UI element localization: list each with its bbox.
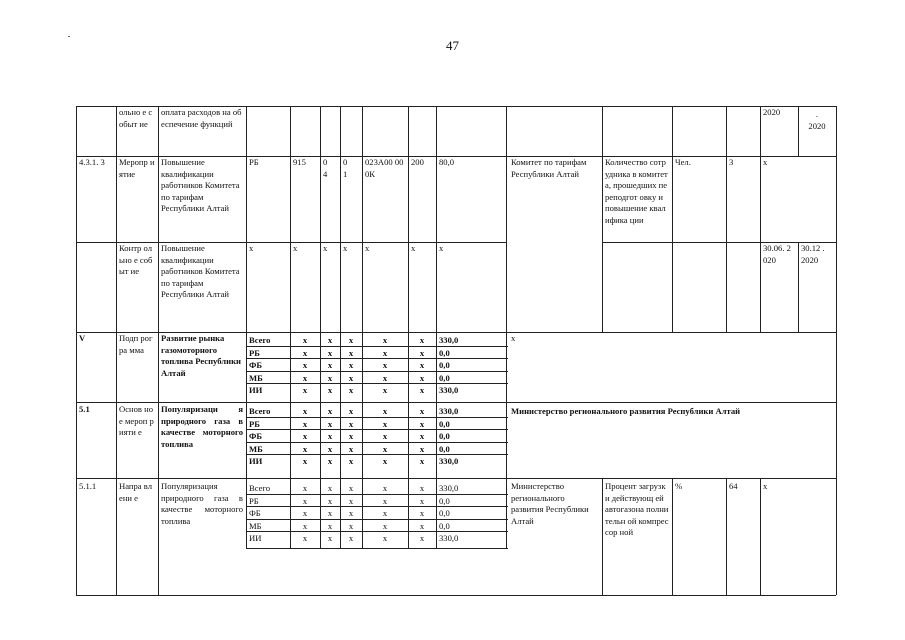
table-rule	[76, 242, 506, 243]
table-rule	[836, 106, 837, 595]
table-rule	[320, 106, 321, 478]
table-rule	[726, 106, 727, 332]
x-cell: x	[348, 456, 354, 466]
date-start: 30.06. 2020	[763, 243, 791, 265]
x-cell: x	[327, 483, 333, 493]
x-cell: x	[382, 406, 388, 416]
x-cell: x	[302, 520, 308, 531]
x-cell: x	[419, 520, 425, 531]
sum: 330,0	[439, 385, 459, 395]
table-rule	[246, 454, 508, 455]
date-end: . 2020	[808, 109, 826, 131]
table-rule	[362, 106, 363, 478]
table-rule	[320, 478, 321, 548]
x-cell: x	[348, 347, 354, 358]
sum: 0,0	[439, 372, 450, 383]
x-cell: x	[419, 431, 425, 441]
sum: 330,0	[439, 406, 459, 416]
table-rule	[76, 478, 836, 479]
x-cell: x	[348, 360, 354, 370]
sum: 330,0	[439, 483, 459, 493]
date-x: x	[763, 157, 768, 167]
x-cell: x	[293, 243, 298, 253]
x-cell: x	[348, 418, 354, 429]
x-cell: x	[382, 347, 388, 358]
funding-source: РБ	[249, 157, 259, 167]
x-cell: x	[382, 495, 388, 506]
funding-source: Всего	[249, 483, 271, 493]
x-cell: x	[382, 508, 388, 518]
funding-source: ФБ	[249, 360, 263, 370]
date-x: x	[763, 481, 768, 491]
x-cell: x	[348, 372, 354, 383]
funding-source: МБ	[249, 520, 262, 531]
funding-source: РБ	[249, 495, 259, 506]
x-cell: x	[419, 418, 425, 429]
table-rule	[246, 478, 247, 548]
x-cell: x	[302, 335, 308, 345]
table-rule	[246, 346, 508, 347]
x-cell: x	[382, 483, 388, 493]
x-cell: x	[348, 385, 354, 395]
program-table	[76, 106, 836, 595]
table-rule	[76, 332, 836, 333]
x-cell: x	[327, 431, 333, 441]
sum: 80,0	[439, 157, 455, 167]
table-rule	[76, 156, 836, 157]
x-cell: x	[327, 443, 333, 454]
x-cell: x	[419, 385, 425, 395]
x-cell: x	[348, 443, 354, 454]
table-rule	[246, 417, 508, 418]
x-cell: x	[382, 372, 388, 383]
x-cell: x	[382, 533, 388, 543]
table-rule	[76, 106, 77, 595]
sum: 0,0	[439, 520, 450, 531]
x-cell: x	[348, 335, 354, 345]
x-cell: x	[382, 520, 388, 531]
row-type: Контр ольно е событ ие	[119, 243, 153, 276]
x-cell: x	[348, 406, 354, 416]
target-value: 3	[729, 157, 734, 167]
x-cell: x	[348, 520, 354, 531]
table-rule	[340, 106, 341, 478]
unit: %	[675, 481, 683, 491]
scan-artifact	[68, 36, 70, 37]
x-cell: x	[327, 533, 333, 543]
table-rule	[246, 383, 508, 384]
x-cell: x	[249, 243, 254, 253]
table-rule	[362, 478, 363, 548]
x-cell: x	[419, 456, 425, 466]
item-name: Повышение квалификации работников Комитета по тарифам Республики Алтай	[161, 157, 240, 213]
funding-source: ИИ	[249, 456, 263, 466]
x-cell: x	[419, 533, 425, 543]
x-cell: x	[302, 533, 308, 543]
x-cell: x	[327, 385, 333, 395]
x-cell: x	[419, 406, 425, 416]
x-cell: x	[411, 243, 416, 253]
row-number: 5.1.1	[79, 481, 97, 491]
x-cell: x	[302, 456, 308, 466]
x-cell: x	[382, 443, 388, 454]
code-target: 023А00 000К	[365, 157, 404, 179]
indicator: Количество сотрудника в комитета, прошедших переподгот овку и повышение квалифика ции	[605, 157, 668, 225]
row-type: Основ ное мероп рияти е	[119, 404, 154, 437]
table-rule	[116, 106, 117, 595]
x-cell: x	[343, 243, 348, 253]
x-cell: x	[419, 360, 425, 370]
executor: Комитет по тарифам Республики Алтай	[511, 157, 587, 179]
x-cell: x	[382, 335, 388, 345]
x-cell: x	[327, 360, 333, 370]
x-cell: x	[382, 360, 388, 370]
item-name: Популяризация природного газа в качестве моторного топлива	[161, 481, 243, 526]
table-rule	[246, 371, 508, 372]
indicator: Процент загрузки действующ ей автогазона полнительн ой компрессор ной	[605, 481, 669, 537]
x-cell: x	[302, 483, 308, 493]
x-cell: x	[348, 508, 354, 518]
table-rule	[246, 519, 508, 520]
table-rule	[506, 106, 507, 478]
x-cell: x	[302, 406, 308, 416]
code-expense: 200	[411, 157, 424, 167]
x-cell: x	[327, 335, 333, 345]
funding-source: РБ	[249, 418, 260, 429]
target-value: 64	[729, 481, 738, 491]
table-rule	[340, 478, 341, 548]
x-cell: x	[419, 508, 425, 518]
table-rule	[798, 242, 799, 332]
unit: Чел.	[675, 157, 691, 167]
x-cell: x	[439, 243, 444, 253]
table-rule	[76, 402, 836, 403]
x-cell: x	[382, 431, 388, 441]
x-cell: x	[327, 456, 333, 466]
x-cell: x	[327, 406, 333, 416]
funding-source: ФБ	[249, 431, 263, 441]
table-rule	[246, 531, 508, 532]
sum: 0,0	[439, 347, 450, 358]
x-cell: x	[327, 418, 333, 429]
x-cell: x	[348, 495, 354, 506]
x-cell: x	[302, 360, 308, 370]
x-cell: x	[382, 385, 388, 395]
x-cell: x	[419, 495, 425, 506]
table-rule	[290, 478, 291, 548]
control-event-type: ольно е событ ие	[119, 107, 153, 129]
table-rule	[76, 595, 836, 596]
row-type: Подп рогра мма	[119, 333, 153, 355]
item-name: оплата расходов на обеспечение функций	[161, 107, 242, 129]
x-cell: x	[348, 431, 354, 441]
table-rule	[726, 478, 727, 595]
code-section: 0 4	[323, 157, 328, 179]
x-cell: x	[382, 418, 388, 429]
item-name: Развитие рынка газомоторного топлива Республики Алтай	[161, 333, 241, 378]
row-type: Меропр иятие	[119, 157, 155, 179]
table-rule	[760, 106, 761, 332]
table-rule	[408, 478, 409, 548]
executor: Министерство регионального развития Республики Алтай	[511, 406, 741, 416]
code-subsection: 0 1	[343, 157, 348, 179]
x-cell: x	[327, 508, 333, 518]
sum: 0,0	[439, 443, 450, 454]
table-rule	[506, 478, 507, 548]
x-cell: x	[419, 335, 425, 345]
row-number: V	[79, 333, 86, 343]
executor: Министерство регионального развития Республики Алтай	[511, 481, 589, 526]
x-cell: x	[327, 372, 333, 383]
funding-source: МБ	[249, 372, 263, 383]
row-number: 5.1	[79, 404, 90, 414]
table-rule	[436, 106, 437, 478]
table-rule	[408, 106, 409, 478]
x-cell: x	[302, 347, 308, 358]
sum: 0,0	[439, 360, 450, 370]
x-cell: x	[511, 333, 516, 343]
sum: 0,0	[439, 495, 450, 506]
table-rule	[672, 106, 673, 332]
x-cell: x	[302, 431, 308, 441]
sum: 0,0	[439, 418, 450, 429]
x-cell: x	[365, 243, 370, 253]
row-number: 4.3.1. 3	[79, 157, 105, 167]
row-type: Напра влени е	[119, 481, 152, 503]
table-rule	[760, 478, 761, 595]
page-number: 47	[446, 38, 459, 53]
funding-source: МБ	[249, 443, 263, 454]
funding-source: ИИ	[249, 385, 263, 395]
funding-source: Всего	[249, 406, 271, 416]
x-cell: x	[419, 443, 425, 454]
table-rule	[246, 429, 508, 430]
sum: 330,0	[439, 533, 459, 543]
x-cell: x	[323, 243, 328, 253]
sum: 330,0	[439, 335, 459, 345]
table-rule	[246, 506, 508, 507]
x-cell: x	[419, 483, 425, 493]
x-cell: x	[327, 347, 333, 358]
x-cell: x	[302, 443, 308, 454]
table-rule	[602, 242, 836, 243]
x-cell: x	[302, 418, 308, 429]
x-cell: x	[327, 495, 333, 506]
funding-source: ИИ	[249, 533, 262, 543]
table-rule	[246, 106, 247, 478]
date-end: 30.12 . 2020	[801, 243, 825, 265]
table-rule	[246, 494, 508, 495]
x-cell: x	[348, 483, 354, 493]
table-rule	[246, 548, 508, 549]
sum: 0,0	[439, 431, 450, 441]
x-cell: x	[382, 456, 388, 466]
table-rule	[246, 358, 508, 359]
table-rule	[246, 442, 508, 443]
x-cell: x	[302, 372, 308, 383]
funding-source: ФБ	[249, 508, 261, 518]
item-name: Повышение квалификации работников Комитета по тарифам Республики Алтай	[161, 243, 240, 299]
funding-source: РБ	[249, 347, 260, 358]
x-cell: x	[302, 385, 308, 395]
table-rule	[158, 106, 159, 595]
table-rule	[798, 106, 799, 156]
x-cell: x	[419, 372, 425, 383]
date-start: 2020	[763, 107, 781, 117]
table-rule	[602, 478, 603, 595]
table-rule	[290, 106, 291, 478]
sum: 0,0	[439, 508, 450, 518]
table-rule	[672, 478, 673, 595]
table-rule	[436, 478, 437, 548]
x-cell: x	[302, 508, 308, 518]
x-cell: x	[327, 520, 333, 531]
code-grbs: 915	[293, 157, 306, 167]
sum: 330,0	[439, 456, 459, 466]
table-rule	[76, 106, 836, 107]
funding-source: Всего	[249, 335, 271, 345]
table-rule	[602, 106, 603, 332]
item-name: Популяризаци я природного газа в качестве моторного топлива	[161, 404, 243, 449]
x-cell: x	[348, 533, 354, 543]
x-cell: x	[302, 495, 308, 506]
x-cell: x	[419, 347, 425, 358]
